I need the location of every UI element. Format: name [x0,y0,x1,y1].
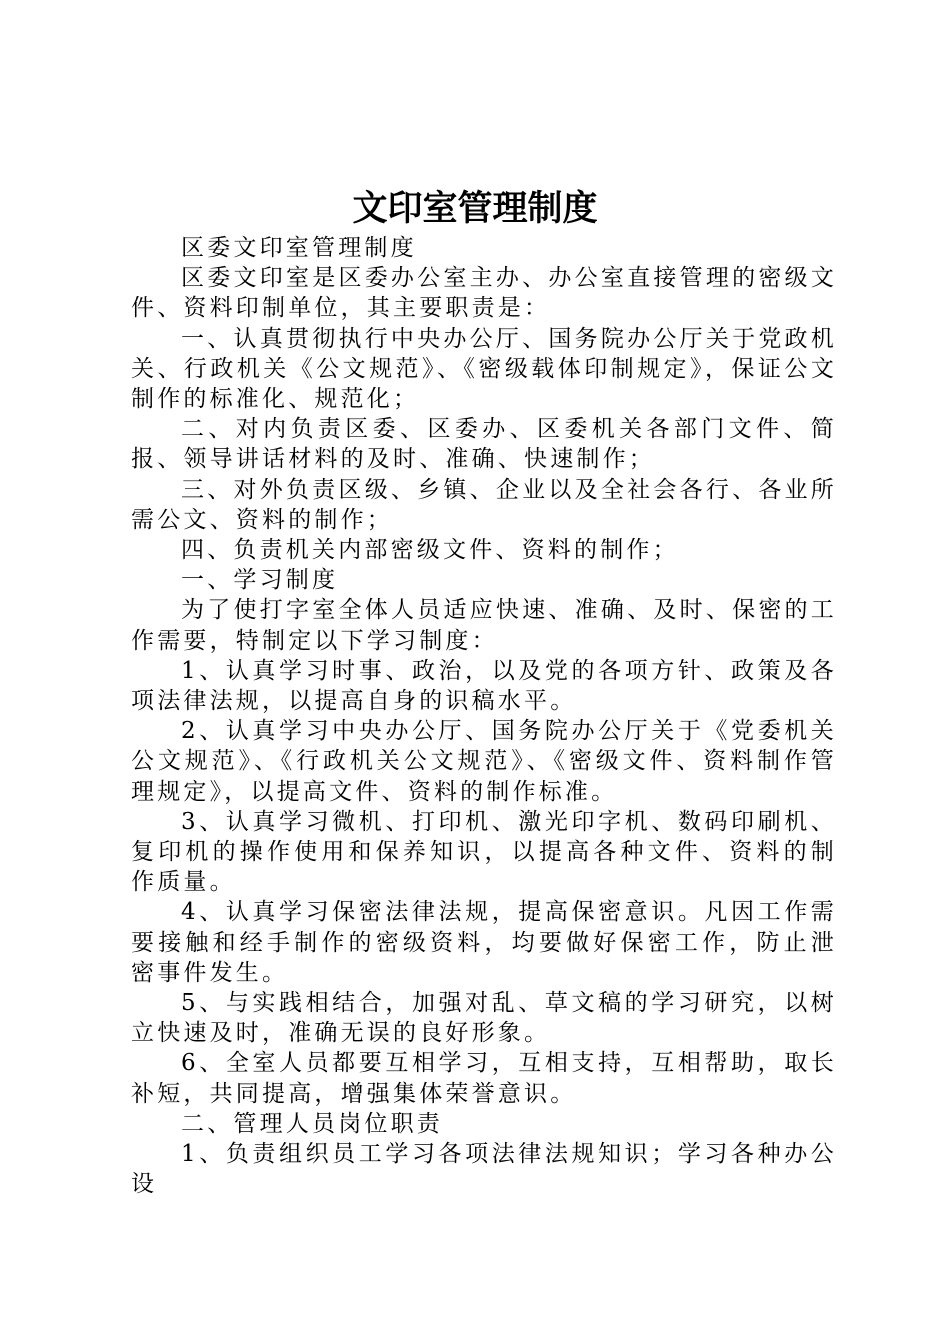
paragraph: 二、对内负责区委、区委办、区委机关各部门文件、简报、领导讲话材料的及时、准确、快速制作； [131,416,837,473]
list-item: 1、负责组织员工学习各项法律法规知识；学习各种办公设 [131,1141,837,1198]
paragraph: 一、认真贯彻执行中央办公厅、国务院办公厅关于党政机关、行政机关《公文规范》、《密级载体印制规定》，保证公文制作的标准化、规范化； [131,325,837,413]
list-item: 3、认真学习微机、打印机、激光印字机、数码印刷机、复印机的操作使用和保养知识，以提高各种文件、资料的制作质量。 [131,808,837,896]
document-title: 文印室管理制度 [352,188,598,229]
paragraph: 为了使打字室全体人员适应快速、准确、及时、保密的工作需要，特制定以下学习制度： [131,597,837,654]
paragraph: 三、对外负责区级、乡镇、企业以及全社会各行、各业所需公文、资料的制作； [131,476,837,533]
section-heading: 二、管理人员岗位职责 [181,1110,443,1137]
paragraph: 区委文印室是区委办公室主办、办公室直接管理的密级文件、资料印制单位，其主要职责是： [131,265,837,322]
paragraph: 四、负责机关内部密级文件、资料的制作； [181,537,679,564]
list-item: 2、认真学习中央办公厅、国务院办公厅关于《党委机关公文规范》、《行政机关公文规范》、《密级文件、资料制作管理规定》，以提高文件、资料的制作标准。 [131,718,837,805]
paragraph: 区委文印室管理制度 [181,235,417,261]
list-item: 5、与实践相结合，加强对乱、草文稿的学习研究，以树立快速及时，准确无误的良好形象。 [131,990,837,1047]
list-item: 6、全室人员都要互相学习，互相支持，互相帮助，取长补短，共同提高，增强集体荣誉意识。 [131,1050,837,1107]
list-item: 4、认真学习保密法律法规，提高保密意识。凡因工作需要接触和经手制作的密级资料，均要做好保密工作，防止泄密事件发生。 [131,899,837,986]
section-heading: 一、学习制度 [181,567,339,594]
list-item: 1、认真学习时事、政治，以及党的各项方针、政策及各项法律法规，以提高自身的识稿水平。 [131,657,837,715]
document-body [131,233,837,1200]
